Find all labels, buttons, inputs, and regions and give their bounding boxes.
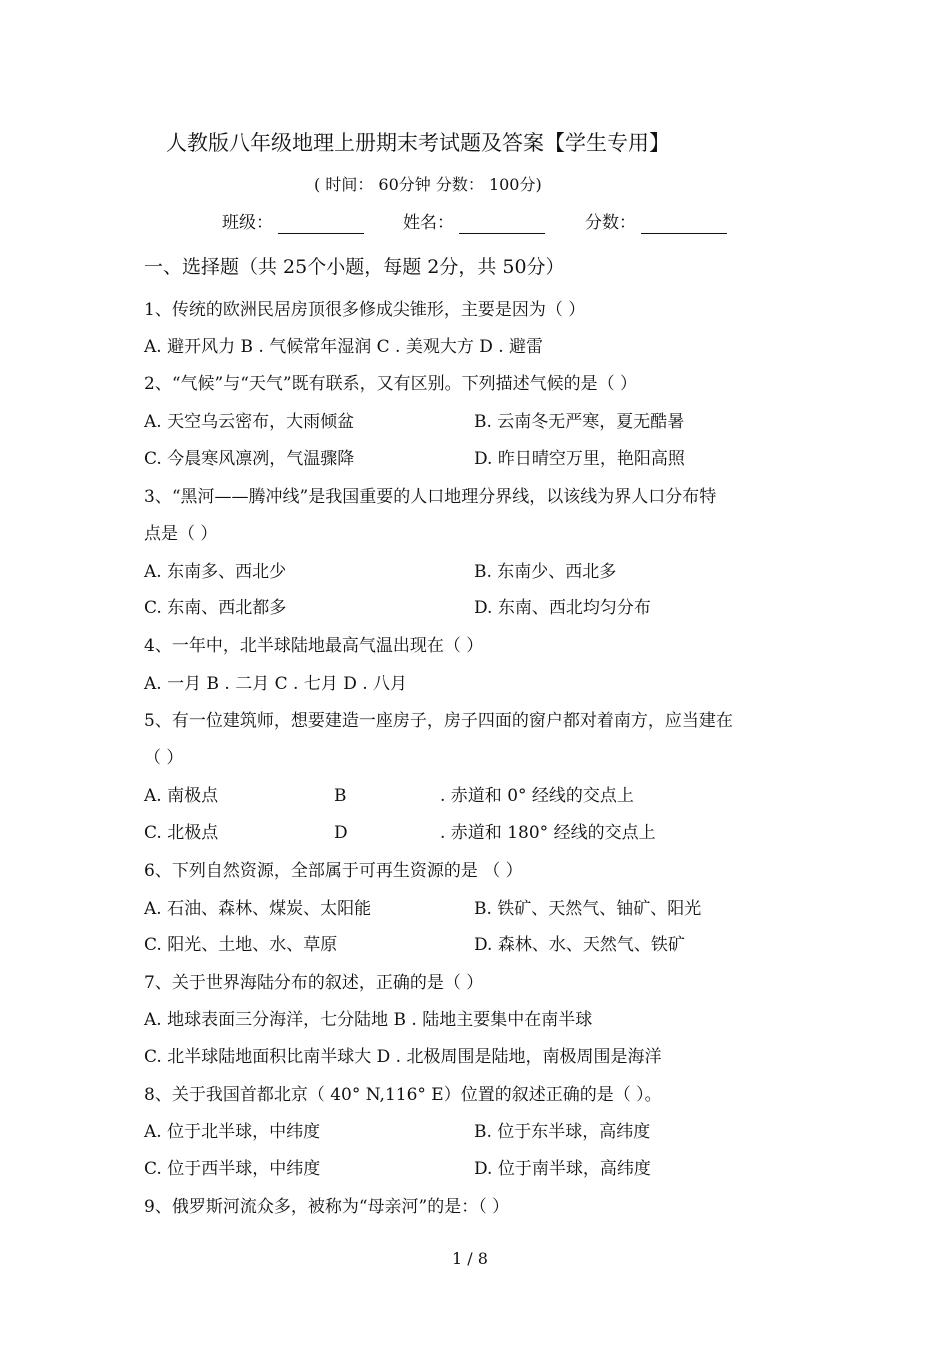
option-row: A. 地球表面三分海洋，七分陆地 B . 陆地主要集中在南半球	[144, 1010, 593, 1030]
question-stem: 8、关于我国首都北京（ 40° N,116° E）位置的叙述正确的是（ ）。	[144, 1085, 662, 1105]
option-a: A. 南极点	[144, 786, 219, 806]
question-stem-cont: （ ）	[144, 748, 184, 768]
option-b-text: . 赤道和 0° 经线的交点上	[440, 786, 634, 806]
option-d-letter: D	[334, 823, 348, 843]
option-c: C. 阳光、土地、水、草原	[144, 935, 338, 955]
option-c: C. 位于西半球，中纬度	[144, 1159, 321, 1179]
name-label: 姓名：	[403, 213, 454, 233]
option-b-letter: B	[334, 786, 347, 806]
option-b: B. 云南冬无严寒，夏无酷暑	[474, 412, 685, 432]
question-stem: 7、关于世界海陆分布的叙述，正确的是（ ）	[144, 973, 484, 993]
option-row: A. 避开风力 B . 气候常年湿润 C . 美观大方 D . 避雷	[144, 337, 544, 357]
page-title: 人教版八年级地理上册期末考试题及答案【学生专用】	[166, 131, 670, 155]
class-label: 班级：	[222, 213, 273, 233]
option-a: A. 石油、森林、煤炭、太阳能	[144, 899, 372, 919]
option-d-text: . 赤道和 180° 经线的交点上	[440, 823, 656, 843]
score-blank[interactable]	[641, 233, 727, 234]
name-blank[interactable]	[459, 233, 545, 234]
option-d: D. 位于南半球，高纬度	[474, 1159, 651, 1179]
option-row: C. 北半球陆地面积比南半球大 D . 北极周围是陆地，南极周围是海洋	[144, 1047, 662, 1067]
option-d: D. 东南、西北均匀分布	[474, 598, 651, 618]
option-c: C. 今晨寒风凛冽，气温骤降	[144, 449, 355, 469]
question-stem: 6、下列自然资源，全部属于可再生资源的是 （ ）	[144, 861, 523, 881]
option-d: D. 森林、水、天然气、铁矿	[474, 935, 685, 955]
question-stem: 1、传统的欧洲民居房顶很多修成尖锥形，主要是因为（ ）	[144, 300, 586, 320]
option-c: C. 北极点	[144, 823, 219, 843]
option-b: B. 铁矿、天然气、铀矿、阳光	[474, 899, 702, 919]
time-score-line: ( 时间： 60分钟 分数： 100分)	[314, 175, 542, 194]
page-number: 1 / 8	[452, 1249, 488, 1268]
option-a: A. 位于北半球，中纬度	[144, 1122, 321, 1142]
question-stem-cont: 点是（ ）	[144, 524, 218, 544]
option-b: B. 东南少、西北多	[474, 562, 617, 582]
option-d: D. 昨日晴空万里，艳阳高照	[474, 449, 685, 469]
option-a: A. 天空乌云密布，大雨倾盆	[144, 412, 355, 432]
class-blank[interactable]	[278, 233, 364, 234]
question-stem: 2、“气候”与“天气”既有联系，又有区别。下列描述气候的是（ ）	[144, 374, 637, 394]
option-a: A. 东南多、西北少	[144, 562, 287, 582]
option-c: C. 东南、西北都多	[144, 598, 287, 618]
question-stem: 4、一年中，北半球陆地最高气温出现在（ ）	[144, 636, 484, 656]
section-heading: 一、选择题（共 25个小题，每题 2分，共 50分）	[144, 256, 565, 278]
score-label: 分数：	[585, 213, 636, 233]
option-b: B. 位于东半球，高纬度	[474, 1122, 651, 1142]
question-stem: 3、“黑河——腾冲线”是我国重要的人口地理分界线，以该线为界人口分布特	[144, 487, 717, 507]
question-stem: 5、有一位建筑师，想要建造一座房子，房子四面的窗户都对着南方，应当建在	[144, 711, 733, 731]
option-row: A. 一月 B . 二月 C . 七月 D . 八月	[144, 674, 408, 694]
question-stem: 9、俄罗斯河流众多，被称为“母亲河”的是：（ ）	[144, 1197, 510, 1217]
